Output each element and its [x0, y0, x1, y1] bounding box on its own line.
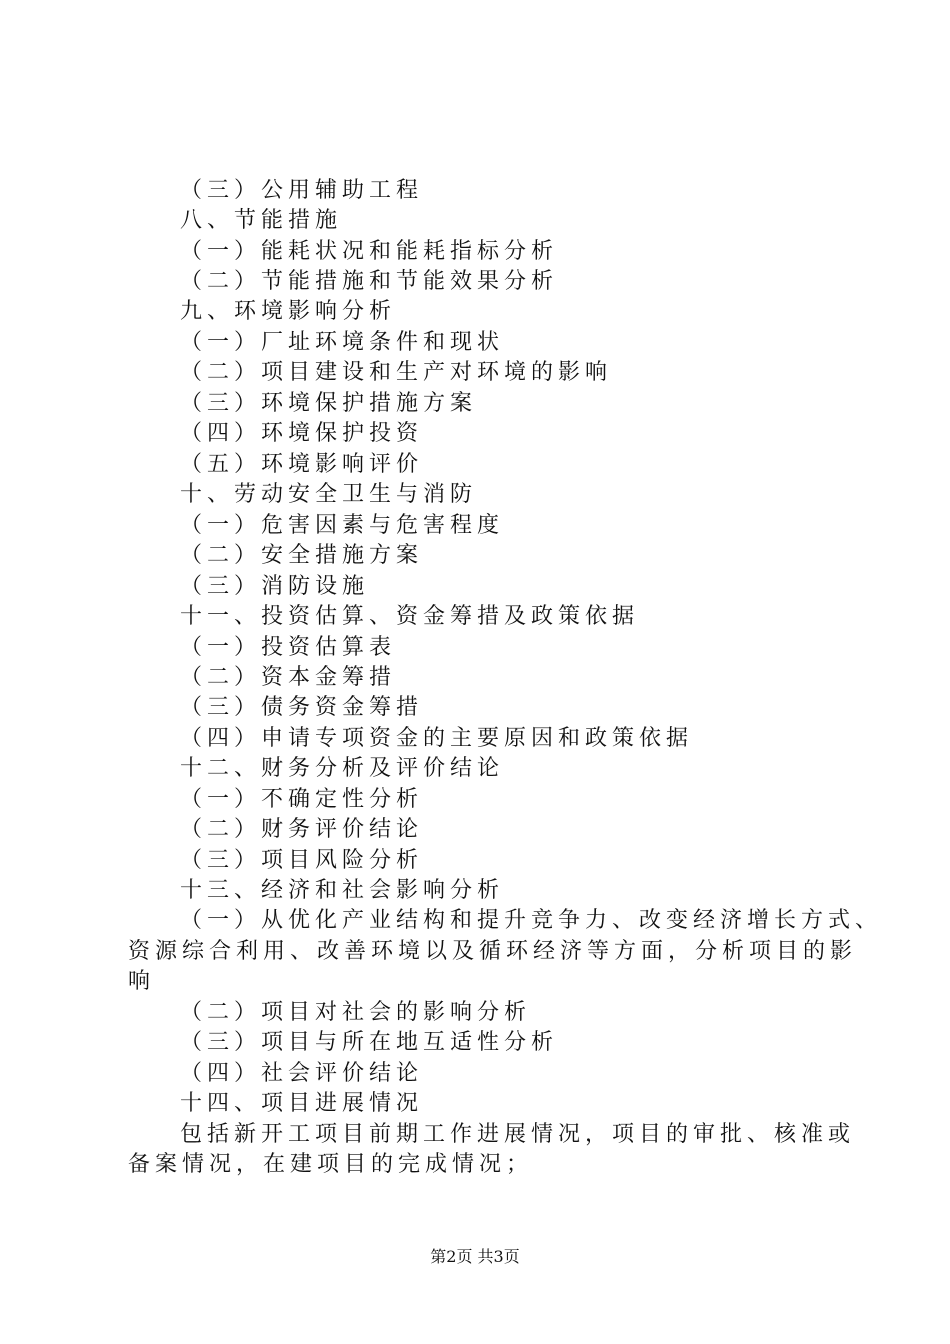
doc-line: （二）节能措施和节能效果分析 [180, 269, 559, 294]
doc-line: （三）公用辅助工程 [180, 178, 424, 203]
doc-line: （三）消防设施 [180, 574, 370, 599]
doc-line: 资源综合利用、改善环境以及循环经济等方面，分析项目的影 [128, 939, 858, 964]
section-heading: 十二、财务分析及评价结论 [180, 756, 505, 781]
doc-line: （三）债务资金筹措 [180, 695, 424, 720]
doc-line: （一）从优化产业结构和提升竞争力、改变经济增长方式、 [180, 908, 883, 933]
doc-line: （四）社会评价结论 [180, 1061, 424, 1086]
doc-line: （二）项目建设和生产对环境的影响 [180, 360, 613, 385]
doc-line: （四）环境保护投资 [180, 421, 424, 446]
doc-line: （一）不确定性分析 [180, 787, 424, 812]
doc-line: （四）申请专项资金的主要原因和政策依据 [180, 726, 694, 751]
section-heading: 九、环境影响分析 [180, 299, 397, 324]
section-heading: 八、节能措施 [180, 208, 343, 233]
doc-line: （三）环境保护措施方案 [180, 391, 478, 416]
page-footer: 第2页 共3页 [430, 1247, 520, 1266]
doc-line: （一）投资估算表 [180, 635, 397, 660]
doc-line: （一）能耗状况和能耗指标分析 [180, 239, 559, 264]
doc-line: （一）危害因素与危害程度 [180, 513, 505, 538]
doc-line: （二）项目对社会的影响分析 [180, 1000, 532, 1025]
doc-line: （三）项目风险分析 [180, 848, 424, 873]
doc-line: 包括新开工项目前期工作进展情况，项目的审批、核准或 [180, 1122, 856, 1147]
section-heading: 十一、投资估算、资金筹措及政策依据 [180, 604, 640, 629]
doc-line: （二）安全措施方案 [180, 543, 424, 568]
doc-line: （二）财务评价结论 [180, 817, 424, 842]
section-heading: 十、劳动安全卫生与消防 [180, 482, 478, 507]
doc-line: （五）环境影响评价 [180, 452, 424, 477]
section-heading: 十三、经济和社会影响分析 [180, 878, 505, 903]
section-heading: 十四、项目进展情况 [180, 1091, 424, 1116]
doc-line: （三）项目与所在地互适性分析 [180, 1030, 559, 1055]
doc-line: 响 [128, 969, 156, 994]
doc-line: （二）资本金筹措 [180, 665, 397, 690]
doc-line: 备案情况，在建项目的完成情况； [128, 1152, 534, 1177]
doc-line: （一）厂址环境条件和现状 [180, 330, 505, 355]
